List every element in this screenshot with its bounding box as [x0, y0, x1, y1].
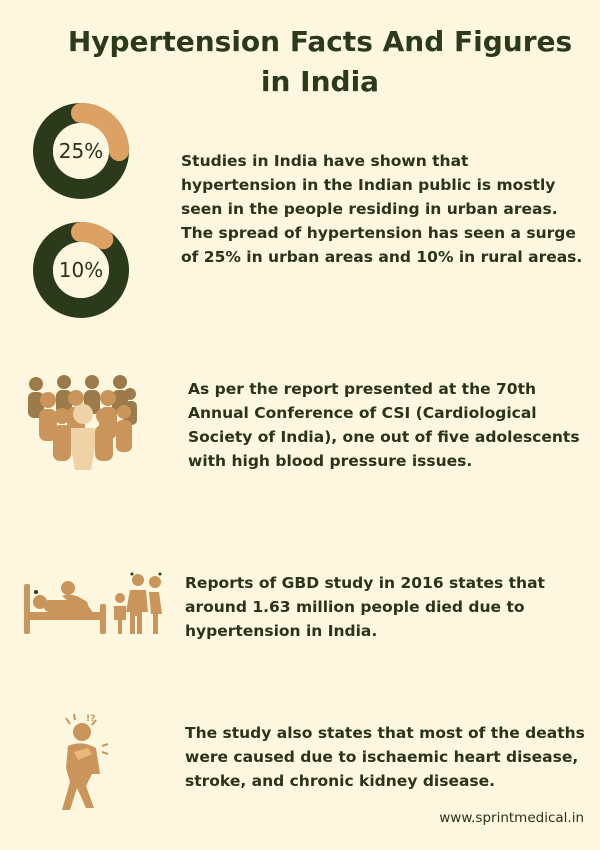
fact-urban-rural: Studies in India have shown that hypertension in the Indian public is mostly seen in the people residing in urban areas. The spread of hypertension has seen a surge of 25% in urban areas and 10% in rural areas. — [181, 152, 583, 266]
title-line-1: Hypertension Facts And Figures — [67, 25, 573, 58]
crowd-icon — [24, 372, 142, 472]
rural-percent-donut — [33, 222, 129, 318]
title-line-2: in India — [260, 65, 380, 98]
urban-donut-label: 25% — [58, 139, 104, 163]
fact-gbd-deaths: Reports of GBD study in 2016 states that around 1.63 million people died due to hypertension in India. — [185, 574, 545, 640]
svg-text:!?: !? — [86, 714, 96, 724]
page-title — [40, 22, 600, 102]
fact-causes-of-death: The study also states that most of the deaths were caused due to ischaemic heart disease, stroke, and chronic kidney disease. — [185, 724, 585, 790]
chest-pain-icon — [52, 712, 116, 810]
rural-donut-label: 10% — [58, 258, 104, 282]
website-footer[interactable]: www.sprintmedical.in — [439, 810, 584, 826]
fact-adolescents: As per the report presented at the 70th Annual Conference of CSI (Cardiological Society of India), one out of five adolescents with high blood pressure issues. — [188, 380, 580, 470]
hospital-bed-icon — [22, 570, 164, 636]
urban-percent-donut — [33, 103, 129, 199]
